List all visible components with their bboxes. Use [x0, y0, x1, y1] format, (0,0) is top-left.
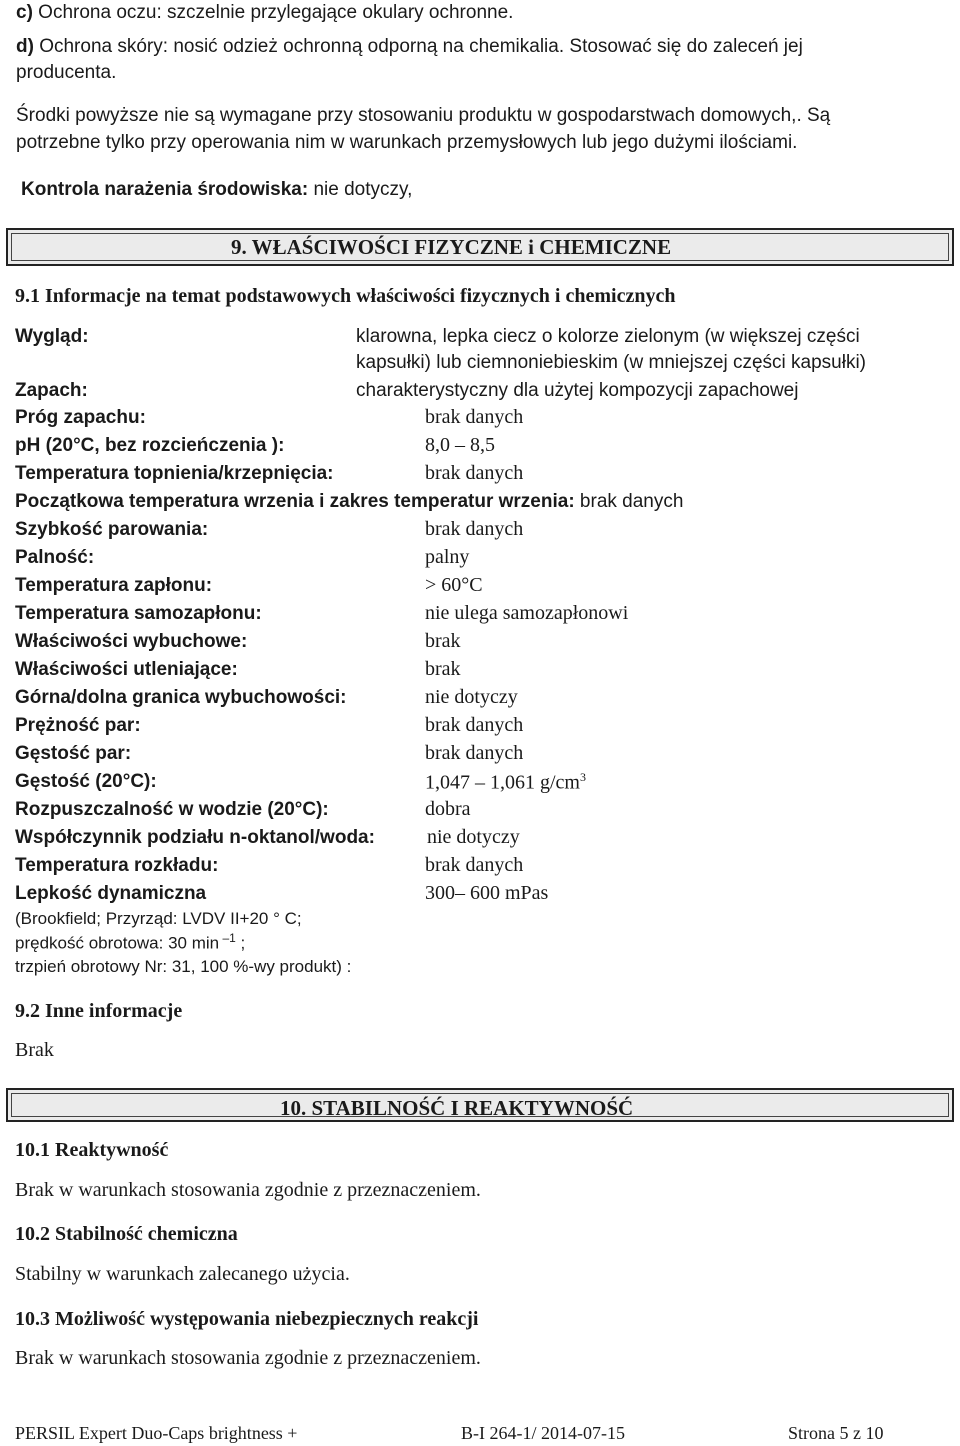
- skin-protection-line: [16, 36, 803, 58]
- skin-protection-line2: producenta.: [16, 62, 117, 83]
- section-10-2-value: Stabilny w warunkach zalecanego użycia.: [15, 1263, 350, 1285]
- property-label: Prężność par:: [15, 715, 141, 736]
- property-label: Właściwości wybuchowe:: [15, 631, 248, 652]
- property-label: pH (20°C, bez rozcieńczenia ):: [15, 435, 285, 456]
- viscosity-note-line1: (Brookfield; Przyrząd: LVDV II+20 ° C;: [15, 909, 302, 928]
- section-9-1-title: 9.1 Informacje na temat podstawowych właściwości fizycznych i chemicznych: [15, 285, 676, 307]
- property-value: 1,047 – 1,061 g/cm: [425, 771, 580, 794]
- section-10-3-value: Brak w warunkach stosowania zgodnie z przeznaczeniem.: [15, 1347, 481, 1369]
- property-label: Temperatura rozkładu:: [15, 855, 219, 876]
- density-unit-exponent: 3: [580, 770, 586, 784]
- appearance-label: Wygląd:: [15, 326, 89, 347]
- property-value: brak danych: [425, 714, 524, 736]
- property-label: Gęstość par:: [15, 743, 132, 764]
- eye-protection-marker: c): [16, 2, 33, 23]
- section-10-3-title: 10.3 Możliwość występowania niebezpiecznych reakcji: [15, 1308, 479, 1330]
- skin-protection-marker: d): [16, 36, 34, 57]
- property-label: Temperatura samozapłonu:: [15, 603, 262, 624]
- environment-control-label: Kontrola narażenia środowiska:: [21, 179, 309, 200]
- property-value: brak danych: [425, 462, 524, 484]
- odour-label: Zapach:: [15, 380, 88, 401]
- note-line1: Środki powyższe nie są wymagane przy stosowaniu produktu w gospodarstwach domowych,. Są: [16, 105, 831, 126]
- property-value: brak danych: [425, 742, 524, 764]
- viscosity-note-line2: [15, 931, 245, 954]
- property-value: brak danych: [574, 491, 684, 512]
- odour-value: charakterystyczny dla użytej kompozycji zapachowej: [356, 380, 799, 401]
- footer-page-number: Strona 5 z 10: [788, 1423, 884, 1443]
- property-label: Właściwości utleniające:: [15, 659, 238, 680]
- section-9-2-value: Brak: [15, 1039, 54, 1061]
- property-value: palny: [425, 546, 470, 568]
- viscosity-note-speed: prędkość obrotowa: 30 min: [15, 933, 220, 953]
- property-value: 8,0 – 8,5: [425, 434, 495, 456]
- property-value: nie dotyczy: [425, 686, 518, 708]
- property-value: dobra: [425, 798, 471, 820]
- property-value: brak danych: [425, 406, 524, 428]
- property-label: Górna/dolna granica wybuchowości:: [15, 687, 347, 708]
- viscosity-note-exponent: –1: [219, 931, 236, 945]
- section-10-title: 10. STABILNOŚĆ I REAKTYWNOŚĆ: [280, 1096, 634, 1120]
- property-label: Temperatura topnienia/krzepnięcia:: [15, 463, 334, 484]
- appearance-value-line1: klarowna, lepka ciecz o kolorze zielonym (w większej części: [356, 326, 860, 347]
- footer-product-name: PERSIL Expert Duo-Caps brightness +: [15, 1423, 298, 1443]
- property-label: Gęstość (20°C):: [15, 771, 157, 792]
- viscosity-note-end: ;: [235, 933, 246, 953]
- property-label: Temperatura zapłonu:: [15, 575, 213, 596]
- skin-protection-text: Ochrona skóry: nosić odzież ochronną odporną na chemikalia. Stosować się do zaleceń jej: [33, 36, 803, 57]
- density-value: [425, 770, 586, 795]
- property-label: Rozpuszczalność w wodzie (20°C):: [15, 799, 329, 820]
- property-value: brak danych: [425, 854, 524, 876]
- property-value: nie ulega samozapłonowi: [425, 602, 629, 624]
- property-value: 300– 600 mPas: [425, 882, 549, 904]
- boiling-point-row: [15, 491, 683, 513]
- viscosity-note-line3: trzpień obrotowy Nr: 31, 100 %-wy produkt) :: [15, 957, 352, 976]
- eye-protection-text: Ochrona oczu: szczelnie przylegające okulary ochronne.: [32, 2, 514, 23]
- property-label: Próg zapachu:: [15, 407, 146, 428]
- property-value: > 60°C: [425, 574, 483, 596]
- property-value: brak: [425, 658, 461, 680]
- section-10-2-title: 10.2 Stabilność chemiczna: [15, 1223, 238, 1245]
- section-10-1-value: Brak w warunkach stosowania zgodnie z przeznaczeniem.: [15, 1179, 481, 1201]
- eye-protection-line: [16, 2, 513, 24]
- property-label: Początkowa temperatura wrzenia i zakres temperatur wrzenia:: [15, 491, 575, 512]
- appearance-value-line2: kapsułki) lub ciemnoniebieskim (w mniejszej części kapsułki): [356, 352, 867, 373]
- section-9-2-title: 9.2 Inne informacje: [15, 1000, 183, 1022]
- property-label: Palność:: [15, 547, 95, 568]
- environment-control-value: nie dotyczy,: [308, 179, 413, 200]
- property-value: brak danych: [425, 518, 524, 540]
- section-10-1-title: 10.1 Reaktywność: [15, 1139, 169, 1161]
- footer-document-code: B-I 264-1/ 2014-07-15: [461, 1423, 625, 1443]
- property-value: nie dotyczy: [427, 826, 520, 848]
- note-line2: potrzebne tylko przy operowania nim w warunkach przemysłowych lub jego dużymi ilościami.: [16, 132, 798, 153]
- property-label: Lepkość dynamiczna: [15, 883, 207, 904]
- property-value: brak: [425, 630, 461, 652]
- section-9-title: 9. WŁAŚCIWOŚCI FIZYCZNE i CHEMICZNE: [231, 235, 672, 259]
- property-label: Współczynnik podziału n-oktanol/woda:: [15, 827, 375, 848]
- environment-control: [21, 179, 412, 201]
- property-label: Szybkość parowania:: [15, 519, 209, 540]
